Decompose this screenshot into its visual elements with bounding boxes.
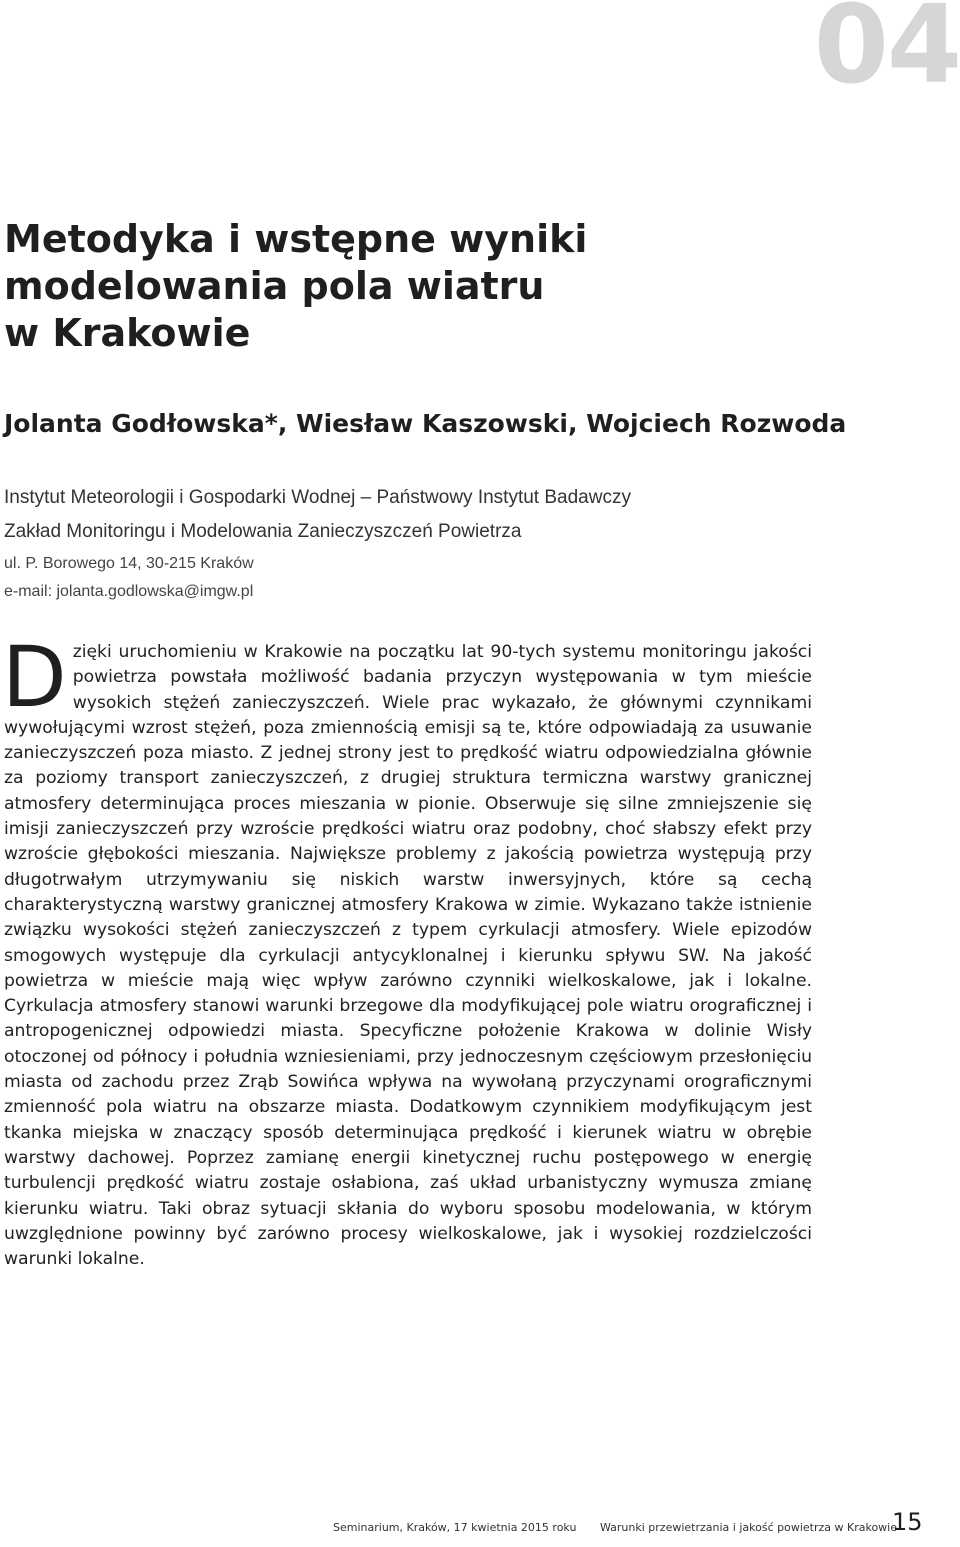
- chapter-number: 04: [813, 0, 960, 108]
- title-line: Metodyka i wstępne wyniki: [4, 217, 588, 261]
- abstract-text: zięki uruchomieniu w Krakowie na początku lat 90-tych systemu monitoringu jakości powietrza powstała możliwość badania przyczyn występowania w tym mieście wysokich stężeń zanieczyszczeń. Wiele prac wykazało, że głównymi czynnikami wywołującymi wzrost stężeń, poza zmiennością emisji są te, które odpowiadają za usuwanie zanieczyszczeń poza miasto. Z jednej strony jest to prędkość wiatru odpowiedzialna głównie za poziomy transport zanieczyszczeń, z drugiej struktura termiczna warstwy granicznej atmosfery determinująca proces mieszania w pionie. Obserwuje się silne zmniejszenie się imisji zanieczyszczeń przy wzroście prędkości wiatru oraz podobny, choć słabszy efekt przy wzroście głębokości mieszania. Największe problemy z jakością powietrza występują przy długotrwałym utrzymywaniu się niskich warstw inwersyjnych, które są cechą charakterystyczną warstwy granicznej atmosfery Krakowa w zimie. Wykazano także istnienie związku wysokości stężeń zanieczyszczeń z typem cyrkulacji atmosfery. Wiele epizodów smogowych występuje dla cyrkulacji antycyklonalnej i kierunku spływu SW. Na jakość powietrza w mieście mają więc wpływ zarówno czynniki wielkoskalowe, jak i lokalne. Cyrkulacja atmosfery stanowi warunki brzegowe dla modyfikującej pole wiatru orograficznej i antropogenicznej odpowiedzi miasta. Specyficzne położenie Krakowa w dolinie Wisły otoczonej od północy i południa wzniesieniami, przy jednoczesnym częściowym przesłonięciu miasta od zachodu przez Zrąb Sowińca wpływa na wywołaną przyczynami orograficznymi zmienność pola wiatru na obszarze miasta. Dodatkowym czynnikiem modyfikującym jest tkanka miejska w znaczący sposób determinująca prędkość i kierunek wiatru w obrębie warstwy dachowej. Poprzez zamianę energii kinetycznej ruchu postępowego w energię turbulencji prędkość wiatru zostaje osłabiona, zaś układ urbanistyczny wymusza zmianę kierunku wiatru. Taki obraz sytuacji skłania do wyboru sposobu modelowania, w którym uwzględnione powinny być zarówno procesy wielkoskalowe, jak i wysokiej rozdzielczości warunki lokalne.: [4, 642, 812, 1270]
- institute-name: Instytut Meteorologii i Gospodarki Wodnej – Państwowy Instytut Badawczy: [4, 487, 631, 508]
- article-title: [4, 216, 904, 357]
- authors: Jolanta Godłowska*, Wiesław Kaszowski, Wojciech Rozwoda: [4, 409, 847, 438]
- email[interactable]: e-mail: jolanta.godlowska@imgw.pl: [4, 583, 254, 600]
- drop-cap: D: [2, 628, 67, 726]
- footer-publication-title: Warunki przewietrzania i jakość powietrza w Krakowie: [600, 1521, 897, 1534]
- title-line: w Krakowie: [4, 311, 251, 355]
- address: ul. P. Borowego 14, 30-215 Kraków: [4, 555, 254, 572]
- abstract-paragraph: [2, 628, 812, 1272]
- department-name: Zakład Monitoringu i Modelowania Zanieczyszczeń Powietrza: [4, 521, 522, 542]
- footer-seminar: Seminarium, Kraków, 17 kwietnia 2015 roku: [333, 1521, 577, 1534]
- title-line: modelowania pola wiatru: [4, 264, 545, 308]
- page-number: 15: [892, 1508, 923, 1536]
